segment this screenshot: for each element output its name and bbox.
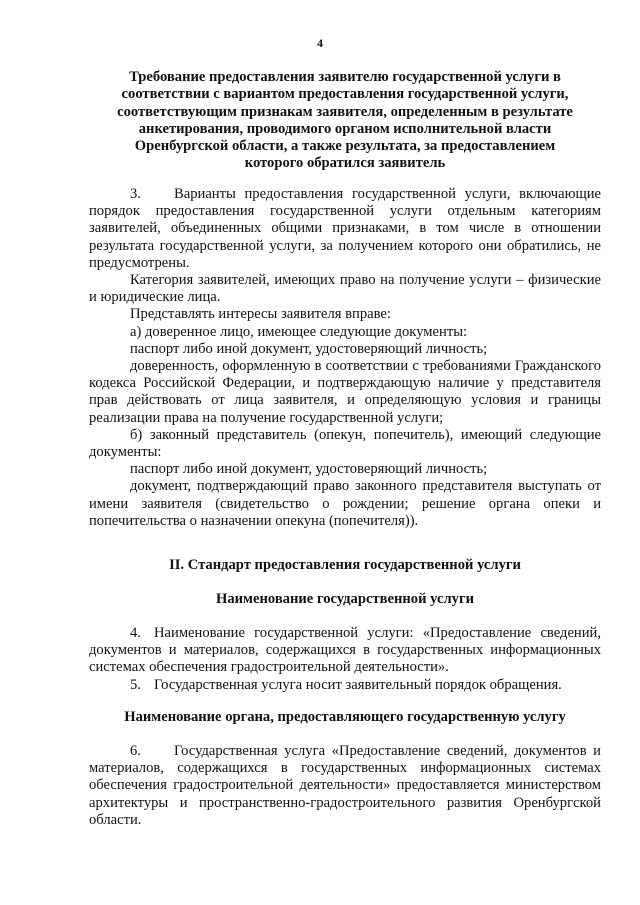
- service-name-body: [89, 625, 601, 694]
- paragraph-passport: паспорт либо иной документ, удостоверяющий личность;: [130, 340, 488, 357]
- paragraph-passport: паспорт либо иной документ, удостоверяющий личность;: [130, 461, 488, 478]
- section-heading: [89, 69, 601, 173]
- paragraph-power-of-attorney: доверенность, оформленную в соответствии с требованиями Гражданского кодекса Российской Федерации, и подтверждающую наличие у представителя прав действовать от лица заявителя, и определяющую условия и границы реализации права на получение государственной услуги;: [89, 358, 601, 426]
- main-body: [89, 186, 601, 530]
- heading-line: Требование предоставления заявителю государственной услуги в: [129, 69, 561, 85]
- paragraph-number: 4.: [130, 625, 141, 641]
- paragraph-number: 6.: [130, 743, 141, 759]
- heading-line: анкетирования, проводимого органом исполнительной власти: [138, 120, 552, 137]
- paragraph-represent: Представлять интересы заявителя вправе:: [130, 306, 391, 323]
- paragraph-4: [89, 625, 601, 677]
- section-2-title: II. Стандарт предоставления государственной услуги: [169, 557, 521, 573]
- paragraph-legal-document: документ, подтверждающий право законного представителя выступать от имени заявителя (свидетельство о рождении; решение органа опеки и попечительства о назначении опекуна (попечителя)).: [89, 478, 601, 529]
- paragraph-text: Варианты предоставления государственной услуги, включающие порядок предоставления государственной услуги отдельным категориям заявителей, объединенных общими признаками, в том числе в отношении результата государственной услуги, за получением которого они обратились, не предусмотрены.: [89, 186, 601, 271]
- heading-line: Оренбургской области, а также результата, за предоставлением: [134, 138, 556, 155]
- subsection-name-title: Наименование государственной услуги: [216, 591, 474, 607]
- paragraph-3: [89, 186, 601, 272]
- heading-line: которого обратился заявитель: [244, 155, 446, 172]
- paragraph-number: 3.: [130, 186, 141, 202]
- organ-body: [89, 743, 601, 829]
- paragraph-text: Государственная услуга «Предоставление сведений, документов и материалов, содержащихся в государственных информационных системах обеспечения градостроительной деятельности» предоставляется министерством архитектуры и пространственно-градостроительного развития Оренбургской области.: [89, 743, 601, 828]
- heading-line: соответствии с вариантом предоставления государственной услуги,: [121, 86, 569, 103]
- paragraph-number: 5.: [130, 676, 141, 693]
- paragraph-a: а) доверенное лицо, имеющее следующие документы:: [130, 323, 468, 340]
- heading-line: соответствующим признакам заявителя, определенным в результате: [117, 103, 573, 120]
- subsection-organ-title: Наименование органа, предоставляющего государственную услугу: [124, 709, 566, 725]
- paragraph-b: б) законный представитель (опекун, попечитель), имеющий следующие документы:: [89, 426, 601, 461]
- paragraph-categories: Категория заявителей, имеющих право на получение услуги – физические и юридические лица.: [89, 272, 601, 306]
- paragraph-text: Наименование государственной услуги: «Предоставление сведений, документов и материалов, содержащихся в государственных информационных системах обеспечения градостроительной деятельности».: [89, 625, 601, 676]
- paragraph-6: [89, 743, 601, 829]
- paragraph-5: [89, 677, 601, 694]
- page-number: 4: [317, 36, 323, 50]
- paragraph-text: Государственная услуга носит заявительный порядок обращения.: [154, 676, 562, 693]
